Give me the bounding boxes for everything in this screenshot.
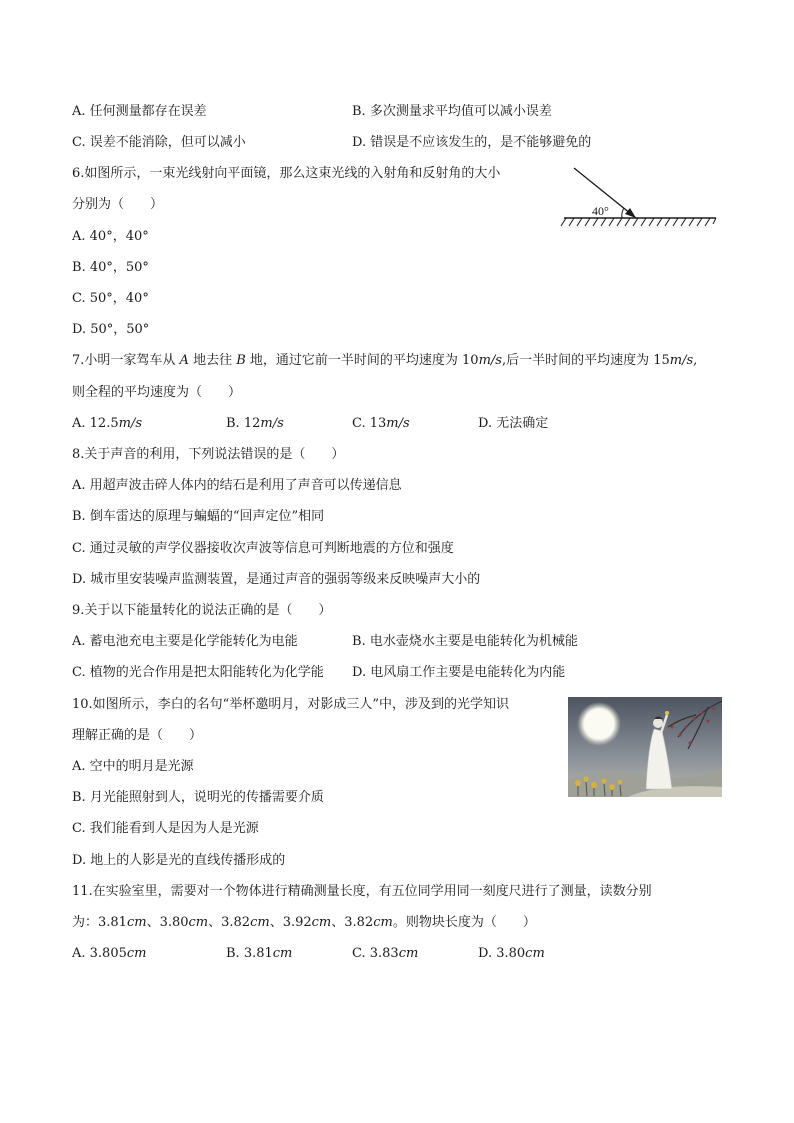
q6-option-a: A. 40°，40°	[72, 229, 149, 244]
q10-option-d: D. 地上的人影是光的直线传播形成的	[72, 853, 286, 868]
q7-option-b: B. 12m/s	[226, 416, 284, 431]
q10-stem-line1: 10.如图所示，李白的名句“举杯邀明月，对影成三人”中，涉及到的光学知识	[72, 697, 509, 712]
q9-option-c: C. 植物的光合作用是把太阳能转化为化学能	[72, 665, 324, 680]
q9-stem: 9.关于以下能量转化的说法正确的是（ ）	[72, 603, 332, 618]
q11-option-c: C. 3.83cm	[352, 946, 419, 961]
q9-option-d: D. 电风扇工作主要是电能转化为内能	[352, 665, 566, 680]
q11-stem-line2: 为：3.81cm、3.80cm、3.82cm、3.92cm、3.82cm。则物块长度为（ ）	[72, 915, 536, 930]
q10-option-b: B. 月光能照射到人，说明光的传播需要介质	[72, 790, 324, 805]
angle-label: 40°	[592, 204, 609, 218]
q11-option-b: B. 3.81cm	[226, 946, 293, 961]
q8-option-a: A. 用超声波击碎人体内的结石是利用了声音可以传递信息	[72, 478, 402, 493]
angle-arc	[622, 208, 624, 218]
q8-stem: 8.关于声音的利用，下列说法错误的是（ ）	[72, 447, 345, 462]
q7-option-d: D. 无法确定	[478, 416, 549, 431]
q11-option-a: A. 3.805cm	[72, 946, 147, 961]
q6-option-d: D. 50°，50°	[72, 322, 150, 337]
q7-stem-line1: 7.小明一家驾车从 A 地去往 B 地，通过它前一半时间的平均速度为 10m/s,后一半时间的平均速度为 15m/s,	[72, 353, 698, 368]
q11-option-d: D. 3.80cm	[478, 946, 545, 961]
moon-disc	[584, 709, 614, 739]
q10-stem-line2: 理解正确的是（ ）	[72, 728, 203, 743]
q10-option-c: C. 我们能看到人是因为人是光源	[72, 821, 259, 836]
q7-stem-line2: 则全程的平均速度为（ ）	[72, 385, 242, 400]
q8-option-c: C. 通过灵敏的声学仪器接收次声波等信息可判断地震的方位和强度	[72, 541, 454, 556]
ray-arrowhead	[625, 208, 636, 218]
q7-option-a: A. 12.5m/s	[72, 416, 142, 431]
mirror-hatching	[561, 218, 716, 226]
q5-option-c: C. 误差不能消除，但可以减小	[72, 135, 246, 150]
q5-option-a: A. 任何测量都存在误差	[72, 104, 207, 119]
q8-option-d: D. 城市里安装噪声监测装置，是通过声音的强弱等级来反映噪声大小的	[72, 572, 481, 587]
q6-stem-line2: 分别为（ ）	[72, 197, 164, 212]
q6-option-c: C. 50°，40°	[72, 291, 149, 306]
q10-option-a: A. 空中的明月是光源	[72, 759, 194, 774]
q7-option-c: C. 13m/s	[352, 416, 410, 431]
mirror-diagram	[558, 160, 722, 236]
libai-moon-illustration	[568, 697, 722, 797]
q11-stem-line1: 11.在实验室里，需要对一个物体进行精确测量长度，有五位同学用同一刻度尺进行了测量，读数分别	[72, 884, 652, 899]
q5-option-d: D. 错误是不应该发生的，是不能够避免的	[352, 135, 592, 150]
q5-option-b: B. 多次测量求平均值可以减小误差	[352, 104, 552, 119]
q8-option-b: B. 倒车雷达的原理与蝙蝠的“回声定位”相同	[72, 509, 325, 524]
q9-option-a: A. 蓄电池充电主要是化学能转化为电能	[72, 634, 298, 649]
q9-option-b: B. 电水壶烧水主要是电能转化为机械能	[352, 634, 578, 649]
q6-stem-line1: 6.如图所示，一束光线射向平面镜，那么这束光线的入射角和反射角的大小	[72, 166, 501, 181]
q6-option-b: B. 40°，50°	[72, 260, 149, 275]
